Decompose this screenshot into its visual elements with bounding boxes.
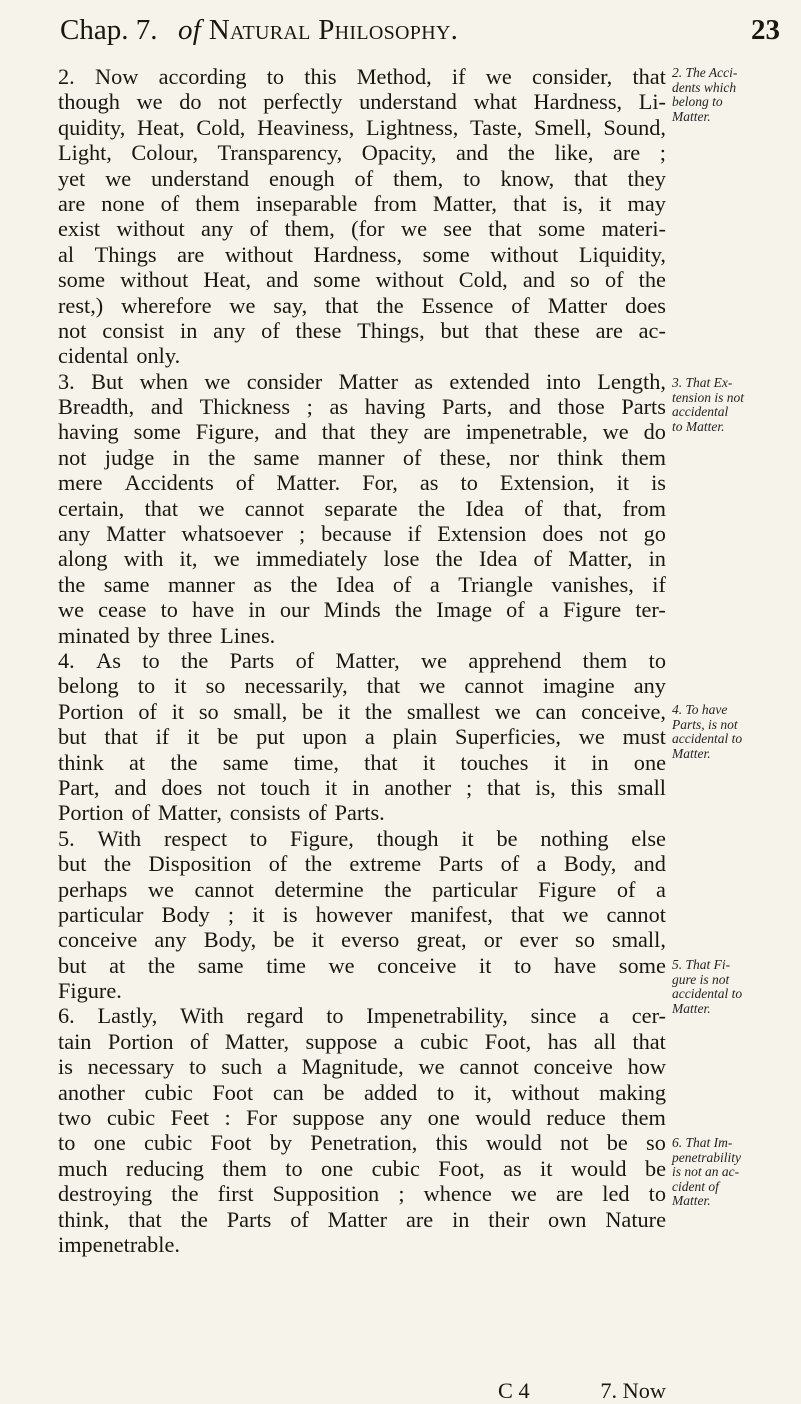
text-line: having some Figure, and that they are impenetrable, we do	[58, 419, 666, 445]
margin-line: accidental to	[672, 731, 743, 746]
margin-line: Matter.	[672, 1000, 711, 1016]
title-text: Natural Philosophy.	[208, 14, 459, 46]
marginal-note-2	[672, 66, 798, 124]
margin-line: belong to	[672, 94, 723, 109]
text-line: along with it, we immediately lose the Idea of Matter, in	[58, 546, 666, 572]
text-line: tain Portion of Matter, suppose a cubic Foot, has all that	[58, 1028, 666, 1054]
text-line: we cease to have in our Minds the Image of a Figure ter-	[58, 597, 666, 623]
text-line: destroying the first Supposition ; whence we are led to	[58, 1181, 666, 1207]
text-line: perhaps we cannot determine the particular Figure of a	[58, 876, 666, 902]
page-footer	[58, 1378, 666, 1404]
text-line: yet we understand enough of them, to know, that they	[58, 165, 666, 191]
text-line: but that if it be put upon a plain Superficies, we must	[58, 724, 666, 750]
text-line: 6. Lastly, With regard to Impenetrability, since a cer-	[58, 1003, 666, 1029]
text-line: not consist in any of these Things, but that these are ac-	[58, 317, 666, 343]
text-line: Part, and does not touch it in another ; that is, this small	[58, 774, 666, 800]
margin-line: 4. To have	[672, 702, 728, 717]
margin-line: is not an ac-	[672, 1164, 740, 1179]
marginal-note-4	[672, 703, 798, 761]
text-line: any Matter whatsoever ; because if Extension does not go	[58, 521, 666, 547]
margin-line: tension is not	[672, 389, 745, 405]
text-line: Portion of Matter, consists of Parts.	[58, 800, 385, 826]
text-line: particular Body ; it is however manifest, that we cannot	[58, 901, 666, 927]
text-line: 2. Now according to this Method, if we consider, that	[58, 64, 666, 89]
catchword: 7. Now	[600, 1378, 666, 1403]
margin-line: dents which	[672, 79, 737, 95]
margin-line: Matter.	[672, 745, 711, 761]
text-line: not judge in the same manner of these, nor think them	[58, 444, 666, 470]
text-line: is necessary to such a Magnitude, we cannot conceive how	[58, 1054, 666, 1080]
text-line: 3. But when we consider Matter as extended into Length,	[58, 368, 666, 394]
text-line: belong to it so necessarily, that we cannot imagine any	[58, 673, 666, 699]
margin-line: accidental to	[672, 986, 743, 1001]
margin-line: Matter.	[672, 1193, 711, 1208]
text-line: think at the same time, that it touches it in one	[58, 749, 666, 775]
text-line: quidity, Heat, Cold, Heaviness, Lightness, Taste, Smell, Sound,	[58, 114, 666, 140]
text-line: conceive any Body, be it everso great, or ever so small,	[58, 927, 666, 953]
running-title	[178, 14, 458, 47]
signature-mark: C 4	[498, 1378, 530, 1403]
margin-line: 6. That Im-	[672, 1135, 733, 1150]
text-line: some without Heat, and some without Cold, and so of the	[58, 267, 666, 293]
text-line: Light, Colour, Transparency, Opacity, and the like, are ;	[58, 140, 666, 166]
margin-line: 3. That Ex-	[672, 375, 733, 390]
text-line: cidental only.	[58, 343, 181, 369]
margin-line: cident of	[672, 1178, 719, 1194]
text-line: but at the same time we conceive it to have some	[58, 952, 666, 978]
text-line: but the Disposition of the extreme Parts of a Body, and	[58, 851, 666, 877]
text-line: 4. As to the Parts of Matter, we apprehend them to	[58, 647, 666, 673]
text-line: two cubic Feet : For suppose any one would reduce them	[58, 1105, 666, 1131]
text-line: certain, that we cannot separate the Idea of that, from	[58, 495, 666, 521]
text-line: exist without any of them, (for we see that some materi-	[58, 216, 666, 242]
text-line: think, that the Parts of Matter are in their own Nature	[58, 1206, 666, 1232]
text-line: are none of them inseparable from Matter, that is, it may	[58, 190, 666, 216]
margin-line: gure is not	[672, 971, 730, 987]
marginal-note-5	[672, 958, 798, 1016]
title-prefix: of	[178, 14, 202, 46]
text-line: to one cubic Foot by Penetration, this would not be so	[58, 1130, 666, 1156]
margin-line: penetrability	[672, 1149, 741, 1165]
margin-line: Matter.	[672, 108, 711, 124]
body-text	[58, 64, 666, 1257]
text-line: Figure.	[58, 978, 122, 1004]
text-line: Portion of it so small, be it the smallest we can conceive,	[58, 698, 666, 724]
marginal-note-3	[672, 376, 798, 434]
margin-line: to Matter.	[672, 418, 725, 434]
text-line: Breadth, and Thickness ; as having Parts, and those Parts	[58, 394, 666, 420]
margin-line: Parts, is not	[672, 716, 738, 732]
text-line: the same manner as the Idea of a Triangle vanishes, if	[58, 571, 666, 597]
margin-line: accidental	[672, 404, 729, 419]
text-line: minated by three Lines.	[58, 622, 276, 648]
text-line: mere Accidents of Matter. For, as to Extension, it is	[58, 470, 666, 496]
text-line: rest,) wherefore we say, that the Essence of Matter does	[58, 292, 666, 318]
text-line: impenetrable.	[58, 1231, 180, 1257]
text-line: though we do not perfectly understand what Hardness, Li-	[58, 89, 666, 115]
text-line: 5. With respect to Figure, though it be nothing else	[58, 825, 666, 851]
marginal-note-6	[672, 1136, 798, 1209]
text-line: al Things are without Hardness, some without Liquidity,	[58, 241, 666, 267]
text-line: another cubic Foot can be added to it, without making	[58, 1079, 666, 1105]
margin-line: 2. The Acci-	[672, 65, 738, 80]
chapter-label: Chap. 7.	[60, 14, 158, 46]
text-line: much reducing them to one cubic Foot, as it would be	[58, 1155, 666, 1181]
running-header	[60, 14, 780, 58]
margin-line: 5. That Fi-	[672, 957, 731, 972]
page-number: 23	[751, 14, 780, 46]
